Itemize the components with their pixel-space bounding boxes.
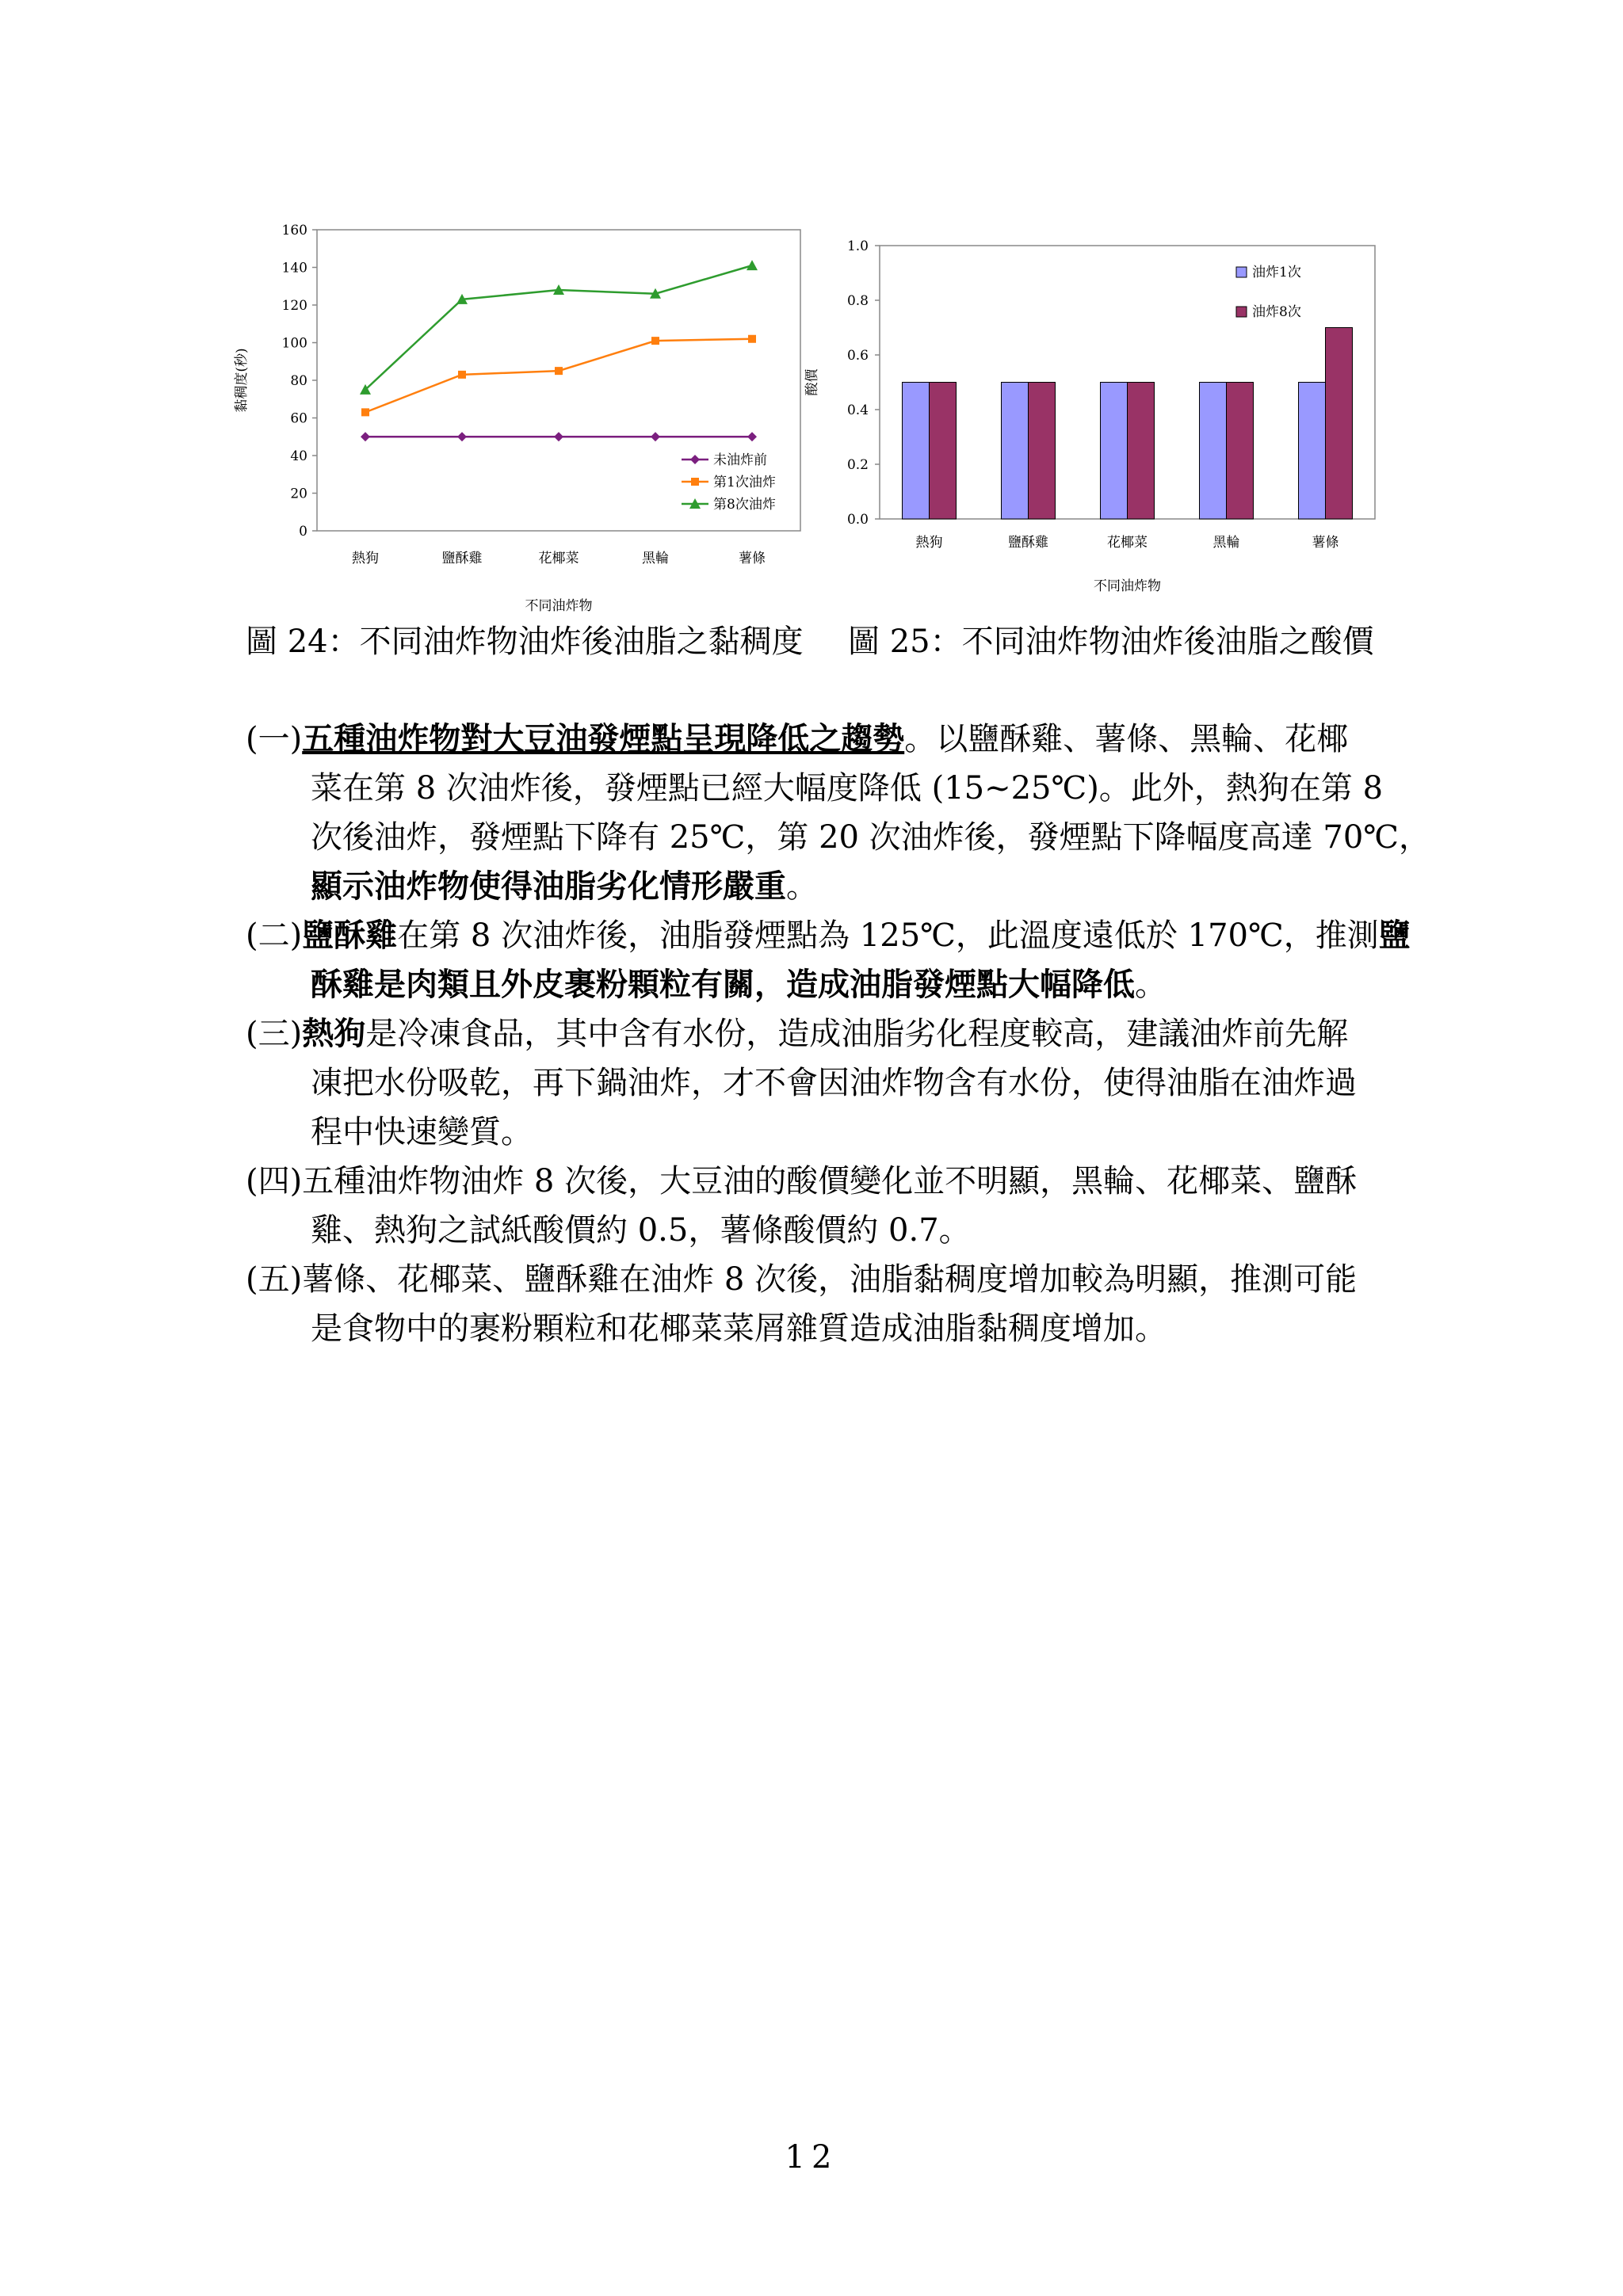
page-number: 12	[785, 2139, 838, 2176]
p2-line-1: 在第 8 次油炸後，油脂發煙點為 125℃，此溫度遠低於 170℃，推測	[397, 917, 1379, 954]
x-tick-label: 熱狗	[352, 551, 379, 566]
legend-swatch	[1236, 307, 1247, 317]
y-tick-label: 1.0	[846, 238, 869, 254]
legend-label: 油炸1次	[1252, 265, 1301, 280]
bar	[1200, 383, 1227, 520]
paragraph-4	[246, 1157, 1395, 1255]
legend-swatch	[1236, 267, 1247, 277]
y-tick-label: 0.6	[846, 348, 869, 364]
bar	[903, 383, 930, 520]
p1-line-3: 次後油炸，發煙點下降有 25℃，第 20 次油炸後，發煙點下降幅度高達 70℃，	[311, 819, 1431, 856]
y-tick-label: 40	[290, 448, 307, 464]
p3-lead: 熱狗	[302, 1015, 366, 1052]
x-tick-label: 熱狗	[915, 535, 943, 551]
p2-line-1-bold-end: 鹽	[1378, 917, 1411, 954]
y-axis-label: 黏稠度(秒)	[234, 348, 250, 413]
legend-marker	[691, 478, 699, 486]
x-tick-label: 薯條	[739, 551, 766, 566]
x-tick-label: 薯條	[1312, 535, 1339, 551]
p3-line-3: 程中快速變質。	[311, 1114, 533, 1150]
bar	[930, 383, 957, 520]
y-tick-label: 140	[281, 260, 307, 277]
p3-line-1: 是冷凍食品，其中含有水份，造成油脂劣化程度較高，建議油炸前先解	[365, 1016, 1349, 1052]
p3-prefix: (三)	[246, 1016, 303, 1052]
x-tick-label: 鹽酥雞	[441, 551, 483, 566]
data-point	[361, 408, 369, 416]
paragraph-3	[246, 1009, 1395, 1157]
p2-lead: 鹽酥雞	[302, 917, 398, 954]
data-point	[651, 337, 659, 345]
legend-label: 第1次油炸	[713, 475, 776, 490]
y-tick-label: 0.2	[846, 457, 869, 473]
y-tick-label: 80	[290, 373, 307, 389]
p1-line-4-end: 。	[786, 868, 818, 905]
acid-value-bar-chart	[792, 222, 1395, 610]
bar	[1029, 383, 1056, 520]
y-tick-label: 0.4	[846, 402, 869, 418]
data-point	[458, 371, 466, 379]
y-tick-label: 100	[281, 335, 307, 352]
paragraph-2	[246, 911, 1411, 1009]
paragraph-5	[246, 1255, 1395, 1353]
p1-prefix: (一)	[246, 721, 303, 757]
viscosity-line-chart	[214, 206, 816, 618]
x-axis-label: 不同油炸物	[1094, 578, 1161, 594]
y-tick-label: 160	[281, 223, 307, 238]
p2-line-2: 酥雞是肉類且外皮裹粉顆粒有關，造成油脂發煙點大幅降低	[311, 966, 1135, 1003]
p1-lead: 五種油炸物對大豆油發煙點呈現降低之趨勢	[302, 720, 905, 757]
bar	[1326, 328, 1353, 520]
y-tick-label: 0	[299, 524, 307, 540]
x-tick-label: 鹽酥雞	[1008, 535, 1048, 551]
x-tick-label: 花椰菜	[538, 551, 579, 566]
y-axis-label: 酸價	[804, 368, 820, 396]
p4-line-2: 雞、熱狗之試紙酸價約 0.5，薯條酸價約 0.7。	[311, 1212, 971, 1249]
data-point	[748, 335, 756, 343]
x-tick-label: 黑輪	[642, 551, 669, 566]
bar	[1299, 383, 1326, 520]
y-tick-label: 60	[290, 410, 307, 427]
x-tick-label: 黑輪	[1212, 535, 1240, 551]
legend-label: 油炸8次	[1252, 304, 1301, 320]
paragraph-1	[246, 715, 1431, 911]
y-tick-label: 120	[281, 298, 307, 314]
p1-line-4: 顯示油炸物使得油脂劣化情形嚴重	[311, 868, 786, 905]
legend-label: 未油炸前	[713, 452, 767, 468]
legend-label: 第8次油炸	[713, 497, 776, 513]
p2-prefix: (二)	[246, 917, 303, 954]
figure-24-caption: 圖 24：不同油炸物油炸後油脂之黏稠度	[246, 624, 804, 660]
p5-line-1: (五)薯條、花椰菜、鹽酥雞在油炸 8 次後，油脂黏稠度增加較為明顯，推測可能	[246, 1261, 1358, 1298]
figure-25-caption: 圖 25：不同油炸物油炸後油脂之酸價	[848, 624, 1374, 660]
data-point	[555, 367, 563, 375]
bar	[1002, 383, 1029, 520]
p2-line-2-end: 。	[1135, 967, 1167, 1003]
y-tick-label: 0.8	[846, 293, 869, 309]
p3-line-2: 凍把水份吸乾，再下鍋油炸，才不會因油炸物含有水份，使得油脂在油炸過	[311, 1065, 1357, 1101]
bar	[1227, 383, 1254, 520]
p5-line-2: 是食物中的裹粉顆粒和花椰菜菜屑雜質造成油脂黏稠度增加。	[311, 1310, 1167, 1347]
x-axis-label: 不同油炸物	[525, 598, 593, 614]
p1-line-1: 。以鹽酥雞、薯條、黑輪、花椰	[904, 721, 1349, 757]
y-tick-label: 0.0	[846, 512, 869, 528]
p1-line-2: 菜在第 8 次油炸後，發煙點已經大幅度降低 (15~25℃)。此外，熱狗在第 8	[311, 770, 1384, 807]
bar	[1101, 383, 1128, 520]
p4-line-1: (四)五種油炸物油炸 8 次後，大豆油的酸價變化並不明顯，黑輪、花椰菜、鹽酥	[246, 1163, 1358, 1199]
bar	[1128, 383, 1155, 520]
x-tick-label: 花椰菜	[1107, 535, 1148, 551]
y-tick-label: 20	[290, 486, 307, 502]
